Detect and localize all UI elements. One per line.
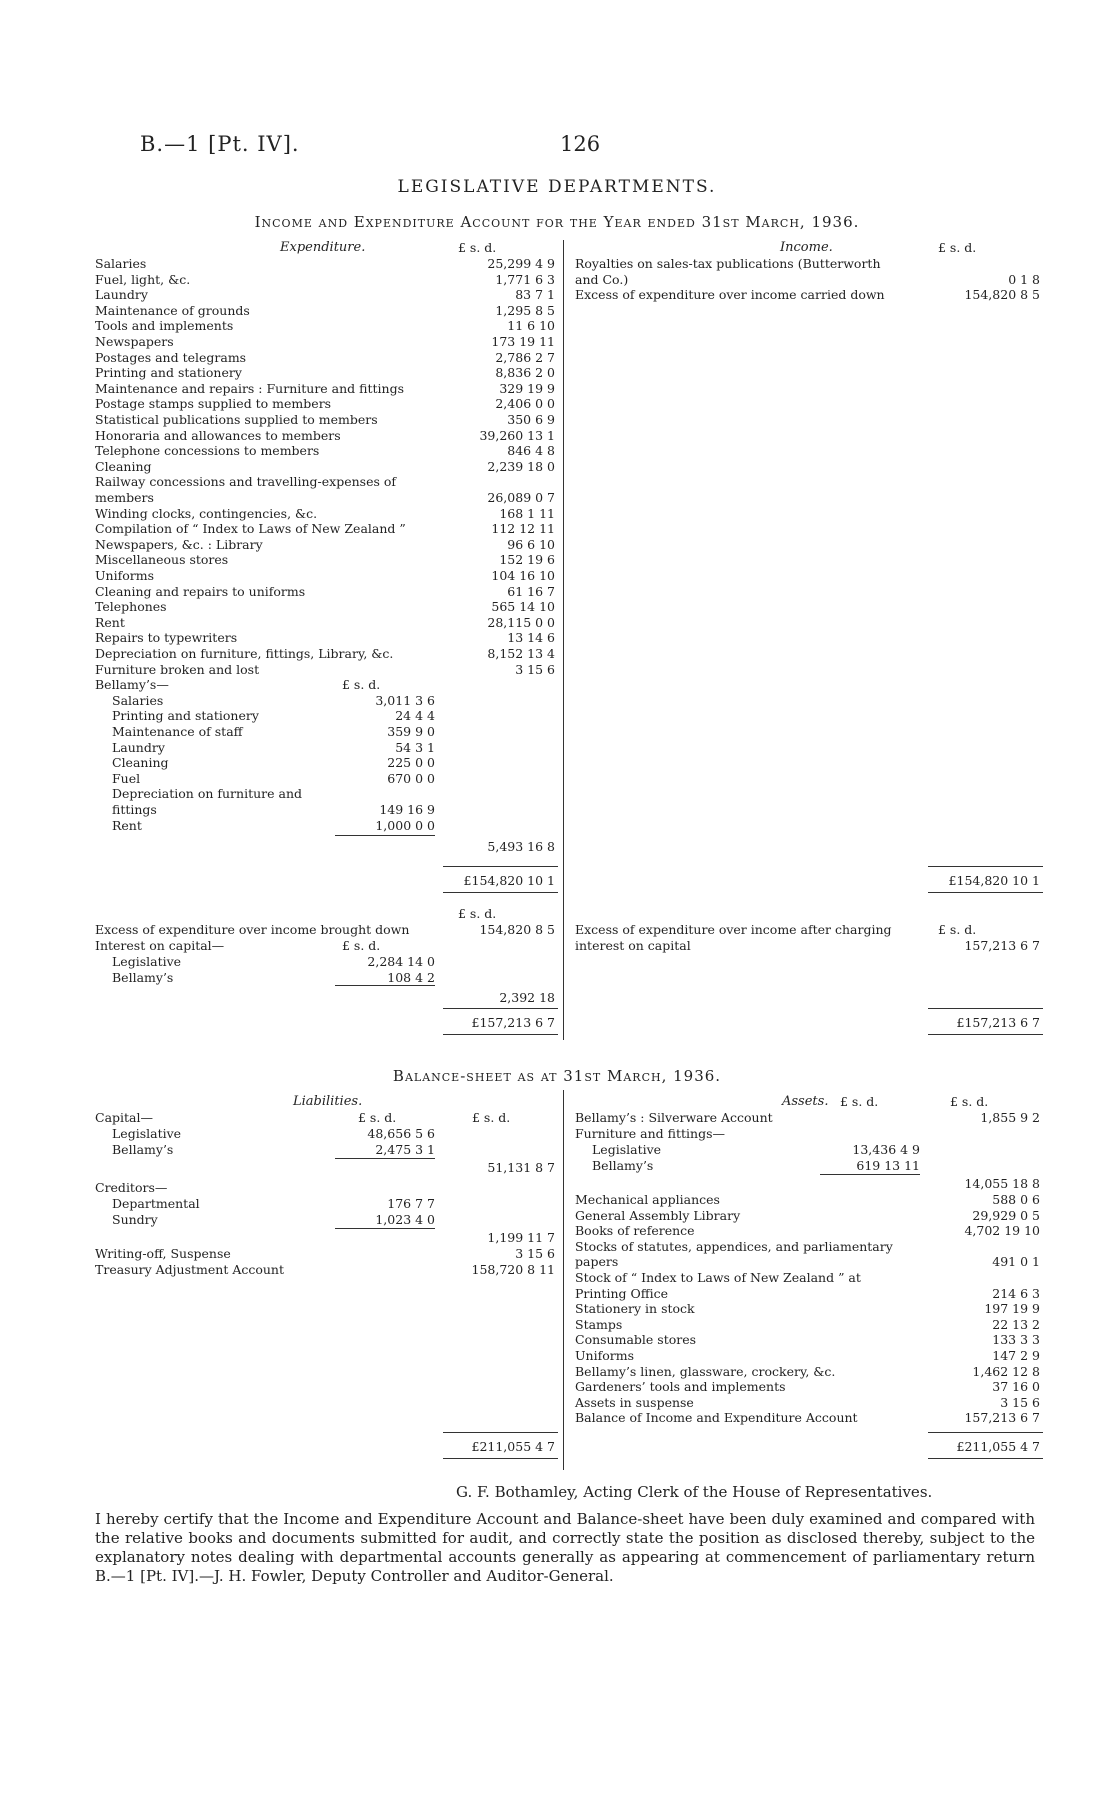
after-charging-label: Excess of expenditure over income after charging: [575, 922, 892, 937]
expenditure-row-amount: 13 14 6: [507, 630, 555, 646]
asset-row-amount: 29,929 0 5: [972, 1207, 1040, 1223]
expenditure-row-label: Honoraria and allowances to members: [95, 427, 341, 443]
interest-rule: [335, 985, 435, 986]
bellamys-row-amount: 24 4 4: [395, 708, 435, 724]
expenditure-row-label: Printing and stationery: [95, 365, 242, 381]
furniture-row-amount: 13,436 4 9: [852, 1142, 920, 1157]
furniture-row-amount: 619 13 11: [856, 1157, 920, 1173]
expenditure-row-label: Cleaning: [95, 458, 152, 474]
bs-column-divider: [563, 1090, 564, 1470]
bellamys-row-label: fittings: [112, 802, 157, 817]
total-double-rule: [443, 892, 558, 893]
lsd-header-2: £ s. d.: [458, 906, 497, 921]
expenditure-row-amount: 26,089 0 7: [487, 490, 555, 505]
creditors-row-amount: 176 7 7: [387, 1196, 435, 1211]
bellamys-row-amount: 225 0 0: [387, 755, 435, 771]
silverware-amount: 1,855 9 2: [980, 1110, 1040, 1125]
asset-row-amount: 37 16 0: [992, 1379, 1040, 1395]
bellamys-row-label: Salaries: [112, 692, 164, 708]
bs-lsd-assets-outer: £ s. d.: [950, 1094, 989, 1109]
assets-caption: Assets.: [782, 1094, 829, 1109]
interest-row-amount: 2,284 14 0: [367, 954, 435, 969]
expenditure-row-label: Winding clocks, contingencies, &c.: [95, 505, 318, 521]
asset-row-label: Stock of “ Index to Laws of New Zealand ” at: [575, 1270, 861, 1285]
furniture-row-label: Legislative: [592, 1142, 662, 1157]
asset-row-label: Uniforms: [575, 1348, 634, 1363]
expenditure-row-label: Miscellaneous stores: [95, 552, 229, 568]
expenditure-row-amount: 2,786 2 7: [495, 349, 555, 365]
expenditure-row-amount: 96 6 10: [507, 536, 555, 552]
expenditure-row-label: Laundry: [95, 287, 148, 303]
bellamys-row-amount: 1,000 0 0: [375, 817, 435, 833]
income-row-label: Royalties on sales-tax publications (Butterworth: [575, 256, 881, 271]
expenditure-row-label: Postages and telegrams: [95, 349, 247, 365]
bs-lsd-inner: £ s. d.: [358, 1110, 397, 1125]
expenditure-row-label: Repairs to typewriters: [95, 630, 238, 646]
expenditure-row-label: Maintenance and repairs : Furniture and fittings: [95, 380, 404, 396]
asset-row-label: Bellamy’s linen, glassware, crockery, &c.: [575, 1363, 836, 1379]
asset-row-label: Stamps: [575, 1316, 623, 1332]
bellamys-row-label: Fuel: [112, 770, 141, 786]
audit-certificate: I hereby certify that the Income and Expenditure Account and Balance-sheet have been duly examined and compared with the relative books and documents submitted for audit, and correctly state the position as disclosed thereby, subject to the explanatory notes dealing with departmental accounts generally as appearing at commencement of parliamentary return B.—1 [Pt. IV].—J. H. Fowler, Deputy Controller and Auditor-General.: [95, 1510, 1035, 1585]
expenditure-row-amount: 112 12 11: [491, 521, 555, 537]
expenditure-caption: Expenditure.: [280, 240, 366, 255]
expenditure-row-label: Furniture broken and lost: [95, 661, 260, 677]
expenditure-row-label: Uniforms: [95, 568, 154, 583]
expenditure-row-label: Salaries: [95, 256, 147, 271]
expenditure-row-label: Cleaning and repairs to uniforms: [95, 583, 306, 599]
expenditure-row-amount: 173 19 11: [491, 334, 555, 349]
bellamys-row-label: Maintenance of staff: [112, 724, 243, 739]
expenditure-row-amount: 2,239 18 0: [487, 458, 555, 474]
asset-row-amount: 197 19 9: [984, 1301, 1040, 1317]
bs-total-rule: [443, 1432, 558, 1433]
capital-row-label: Legislative: [112, 1126, 182, 1141]
asset-row-label: papers: [575, 1254, 619, 1270]
capital-row-amount: 48,656 5 6: [367, 1126, 435, 1141]
expenditure-row-amount: 104 16 10: [491, 568, 555, 583]
creditors-row-label: Sundry: [112, 1211, 158, 1227]
after-charging-amount: 157,213 6 7: [964, 938, 1040, 953]
expenditure-row-amount: 3 15 6: [515, 661, 555, 677]
asset-row-amount: 157,213 6 7: [964, 1410, 1040, 1426]
expenditure-row-label: Rent: [95, 614, 125, 630]
bs-lsd-outer: £ s. d.: [472, 1110, 511, 1125]
total2-double-rule-right: [928, 1034, 1043, 1035]
liabilities-caption: Liabilities.: [293, 1094, 363, 1109]
expenditure-row-amount: 1,295 8 5: [495, 302, 555, 318]
bs-total-liabilities: £211,055 4 7: [471, 1439, 555, 1454]
total-rule-income: [928, 866, 1043, 867]
signature-line: G. F. Bothamley, Acting Clerk of the House of Representatives.: [456, 1483, 933, 1501]
asset-row-label: Mechanical appliances: [575, 1192, 720, 1207]
income-row-amount: 0 1 8: [1008, 271, 1040, 287]
expenditure-row-label: Fuel, light, &c.: [95, 271, 191, 287]
expenditure-row-amount: 350 6 9: [507, 412, 555, 427]
asset-row-label: Gardeners’ tools and implements: [575, 1379, 786, 1395]
expenditure-row-amount: 8,152 13 4: [487, 646, 555, 661]
bs-lsd-assets-inner: £ s. d.: [840, 1094, 879, 1109]
lsd-header-interest: £ s. d.: [342, 938, 381, 953]
treasury-label: Treasury Adjustment Account: [95, 1262, 285, 1277]
expenditure-row-amount: 61 16 7: [507, 583, 555, 599]
interest-row-label: Legislative: [112, 954, 182, 969]
asset-row-amount: 1,462 12 8: [972, 1363, 1040, 1379]
total-double-rule-income: [928, 892, 1043, 893]
expenditure-row-amount: 1,771 6 3: [495, 271, 555, 287]
asset-row-label: Consumable stores: [575, 1332, 697, 1348]
writing-off-label: Writing-off, Suspense: [95, 1246, 231, 1261]
brought-down-label: Excess of expenditure over income brought down: [95, 922, 410, 937]
asset-row-label: Stationery in stock: [575, 1301, 695, 1317]
asset-row-amount: 3 15 6: [1000, 1394, 1040, 1410]
furniture-row-label: Bellamy’s: [592, 1157, 654, 1173]
asset-row-amount: 147 2 9: [992, 1348, 1040, 1363]
asset-row-label: Assets in suspense: [575, 1394, 694, 1410]
capital-total: 51,131 8 7: [487, 1160, 555, 1175]
expenditure-row-amount: 11 6 10: [507, 318, 555, 334]
page-title: LEGISLATIVE DEPARTMENTS.: [397, 177, 717, 197]
capital-rule: [335, 1158, 435, 1159]
asset-row-amount: 133 3 3: [992, 1332, 1040, 1348]
furniture-total: 14,055 18 8: [964, 1176, 1040, 1191]
ie-total2-left: £157,213 6 7: [471, 1015, 555, 1030]
ie-total2-right: £157,213 6 7: [956, 1015, 1040, 1030]
expenditure-row-label: Telephones: [95, 599, 167, 615]
asset-row-amount: 588 0 6: [992, 1192, 1040, 1207]
expenditure-row-amount: 25,299 4 9: [487, 256, 555, 271]
expenditure-row-amount: 152 19 6: [499, 552, 555, 568]
expenditure-row-label: Maintenance of grounds: [95, 302, 250, 318]
capital-label: Capital—: [95, 1110, 153, 1125]
expenditure-row-label: Postage stamps supplied to members: [95, 396, 332, 412]
creditors-row-label: Departmental: [112, 1196, 200, 1211]
asset-row-amount: 22 13 2: [992, 1316, 1040, 1332]
expenditure-row-amount: 2,406 0 0: [495, 396, 555, 412]
expenditure-row-amount: 39,260 13 1: [479, 427, 555, 443]
income-caption: Income.: [780, 240, 833, 255]
expenditure-row-label: Railway concessions and travelling-expenses of: [95, 474, 397, 490]
expenditure-row-amount: 83 7 1: [515, 287, 555, 303]
income-row-label: and Co.): [575, 271, 629, 287]
creditors-rule: [335, 1228, 435, 1229]
column-divider: [563, 240, 564, 1040]
bellamys-row-amount: 149 16 9: [379, 802, 435, 817]
bellamys-lsd: £ s. d.: [342, 677, 381, 693]
creditors-label: Creditors—: [95, 1180, 168, 1195]
expenditure-row-label: Tools and implements: [95, 318, 234, 334]
bellamys-row-amount: 359 9 0: [387, 724, 435, 739]
asset-row-amount: 491 0 1: [992, 1254, 1040, 1270]
bellamys-row-amount: 670 0 0: [387, 770, 435, 786]
writing-off-amount: 3 15 6: [515, 1246, 555, 1261]
creditors-total: 1,199 11 7: [487, 1230, 555, 1245]
bs-total-double-rule-assets: [928, 1458, 1043, 1459]
expenditure-row-amount: 329 19 9: [499, 380, 555, 396]
income-row-amount: 154,820 8 5: [964, 287, 1040, 303]
expenditure-row-amount: 28,115 0 0: [487, 614, 555, 630]
bellamys-row-label: Cleaning: [112, 755, 169, 771]
bellamys-row-label: Laundry: [112, 739, 165, 755]
interest-label: Interest on capital—: [95, 938, 225, 953]
asset-row-label: Stocks of statutes, appendices, and parliamentary: [575, 1238, 893, 1254]
expenditure-row-label: Telephone concessions to members: [95, 443, 320, 459]
expenditure-row-amount: 846 4 8: [507, 443, 555, 459]
lsd-header-income: £ s. d.: [938, 240, 977, 255]
bs-heading: Balance-sheet as at 31st March, 1936.: [392, 1067, 722, 1085]
bellamys-row-amount: 3,011 3 6: [375, 692, 435, 708]
ie-total-income: £154,820 10 1: [948, 873, 1040, 888]
expenditure-row-label: Depreciation on furniture, fittings, Library, &c.: [95, 646, 394, 661]
bs-total-rule-assets: [928, 1432, 1043, 1433]
asset-row-amount: 4,702 19 10: [964, 1223, 1040, 1239]
bs-total-assets: £211,055 4 7: [956, 1439, 1040, 1454]
lsd-header: £ s. d.: [458, 240, 497, 255]
ie-heading: Income and Expenditure Account for the Year ended 31st March, 1936.: [254, 213, 860, 231]
expenditure-row-amount: 168 1 11: [499, 505, 555, 521]
bellamys-heading: Bellamy’s—: [95, 677, 169, 693]
asset-row-label: Books of reference: [575, 1223, 695, 1239]
total-rule: [443, 866, 558, 867]
capital-row-label: Bellamy’s: [112, 1141, 174, 1157]
expenditure-row-amount: 565 14 10: [491, 599, 555, 615]
capital-row-amount: 2,475 3 1: [375, 1141, 435, 1157]
bellamys-total: 5,493 16 8: [487, 839, 555, 855]
silverware-label: Bellamy’s : Silverware Account: [575, 1110, 773, 1125]
expenditure-row-label: Compilation of “ Index to Laws of New Zealand ”: [95, 521, 406, 537]
expenditure-row-label: Newspapers: [95, 334, 174, 349]
ie-total-expenditure: £154,820 10 1: [463, 873, 555, 888]
after-charging-label-2: interest on capital: [575, 938, 691, 953]
treasury-amount: 158,720 8 11: [471, 1262, 555, 1277]
income-row-label: Excess of expenditure over income carried down: [575, 287, 885, 303]
expenditure-row-label: Statistical publications supplied to members: [95, 412, 378, 427]
expenditure-row-label: members: [95, 490, 154, 505]
page-number: 126: [560, 132, 601, 156]
total2-rule-right: [928, 1008, 1043, 1009]
bellamys-row-label: Printing and stationery: [112, 708, 259, 724]
furniture-label: Furniture and fittings—: [575, 1126, 725, 1141]
bellamys-rule: [335, 835, 435, 836]
interest-row-amount: 108 4 2: [387, 969, 435, 985]
interest-row-label: Bellamy’s: [112, 969, 174, 985]
total2-double-rule: [443, 1034, 558, 1035]
asset-row-label: General Assembly Library: [575, 1207, 741, 1223]
bs-total-double-rule: [443, 1458, 558, 1459]
interest-total: 2,392 18: [499, 990, 555, 1005]
bellamys-row-label: Rent: [112, 817, 142, 833]
total2-rule: [443, 1008, 558, 1009]
asset-row-label: Balance of Income and Expenditure Account: [575, 1410, 858, 1426]
brought-down-amount: 154,820 8 5: [479, 922, 555, 937]
furniture-rule: [820, 1174, 920, 1175]
bellamys-row-amount: 54 3 1: [395, 739, 435, 755]
creditors-row-amount: 1,023 4 0: [375, 1211, 435, 1227]
lsd-header-after: £ s. d.: [938, 922, 977, 937]
bellamys-row-label: Depreciation on furniture and: [112, 786, 302, 802]
document-reference: B.—1 [Pt. IV].: [140, 132, 300, 156]
asset-row-label: Printing Office: [575, 1285, 669, 1301]
expenditure-row-label: Newspapers, &c. : Library: [95, 536, 263, 552]
expenditure-row-amount: 8,836 2 0: [495, 365, 555, 381]
asset-row-amount: 214 6 3: [992, 1285, 1040, 1301]
